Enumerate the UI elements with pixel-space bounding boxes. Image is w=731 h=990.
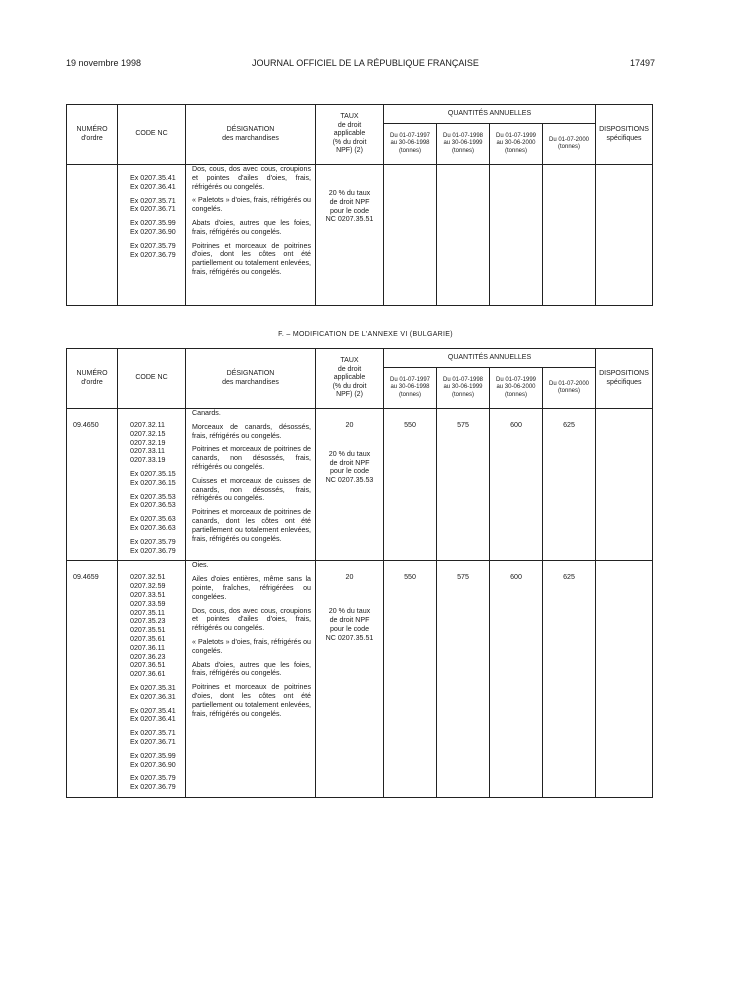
table-annex-vi-bulgaria [66, 348, 653, 798]
code-nc: Ex 0207.35.79 Ex 0207.36.79 [130, 537, 176, 555]
designation: Morceaux de canards, désossés, frais, réfrigérés ou congelés. [192, 422, 311, 440]
taux-value: 20 % du taux de droit NPF pour le code NC 0207.35.51 [325, 607, 374, 642]
col-header-designation: DÉSIGNATION des marchandises [186, 105, 316, 165]
designation: « Paletots » d'oies, frais, réfrigérés ou congelés. [192, 196, 311, 214]
empty-cell [596, 165, 653, 306]
quantity-q3: 600 [490, 561, 543, 798]
col-header-taux: TAUX de droit applicable (% du droit NPF) (2) [316, 105, 384, 165]
taux-cell [316, 409, 384, 561]
designation: Cuisses et morceaux de cuisses de canards, non désossés, frais, réfrigérés ou congelés. [192, 476, 311, 503]
code-cell [118, 165, 186, 306]
designation: Poitrines et morceaux de poitrines de canards, dont les côtes ont été partiellement ou totalement enlevées, frais, réfrigérés ou congelés. [192, 508, 311, 543]
empty-cell [490, 165, 543, 306]
col-header-q4: Du 01-07-2000 (tonnes) [543, 368, 596, 409]
numero-ordre: 09.4659 [67, 561, 118, 798]
header-date: 19 novembre 1998 [66, 58, 142, 68]
designation: Poitrines et morceaux de poitrines de canards, non désossés, frais, réfrigérés ou congelés. [192, 445, 311, 471]
taux-value: 20 [345, 573, 354, 582]
col-header-taux: TAUX de droit applicable (% du droit NPF) (2) [316, 349, 384, 409]
taux-cell [316, 561, 384, 798]
quantity-q4: 625 [543, 561, 596, 798]
col-header-code: CODE NC [118, 349, 186, 409]
designation: Poitrines et morceaux de poitrines d'oies, dont les côtes ont été partiellement ou totalement enlevées, frais, réfrigérés ou congelés. [192, 241, 311, 276]
col-header-quantites: QUANTITÉS ANNUELLES [384, 105, 596, 124]
quantity-q4: 625 [543, 409, 596, 561]
designation: Dos, cous, dos avec cous, croupions et pointes d'ailes d'oies, frais, réfrigérés ou congelés. [192, 606, 311, 633]
col-header-numero: NUMÉRO d'ordre [67, 105, 118, 165]
code-cell [118, 561, 186, 798]
code-nc: Ex 0207.35.63 Ex 0207.36.63 [130, 515, 176, 532]
empty-cell [384, 165, 437, 306]
quantity-q1: 550 [384, 561, 437, 798]
code-nc: 0207.32.11 0207.32.15 0207.32.19 0207.33.11 0207.33.19 [130, 421, 166, 465]
col-header-quantites: QUANTITÉS ANNUELLES [384, 349, 596, 368]
header-journal-title: JOURNAL OFFICIEL DE LA RÉPUBLIQUE FRANÇAISE [252, 58, 479, 68]
quantity-q2: 575 [437, 409, 490, 561]
designation-cell [186, 561, 316, 798]
code-nc: Ex 0207.35.31 Ex 0207.36.31 [130, 683, 176, 701]
code-nc: 0207.32.51 0207.32.59 0207.33.51 0207.33.59 0207.35.11 0207.35.23 0207.35.51 0207.35.61 0207.36.11 0207.36.23 0207.36.51 0207.36.61 [130, 573, 166, 679]
col-header-q1: Du 01-07-1997 au 30-06-1998 (tonnes) [384, 124, 437, 165]
designation: Canards. [192, 409, 221, 417]
dispositions-cell [596, 409, 653, 561]
empty-cell [543, 165, 596, 306]
col-header-q3: Du 01-07-1999 au 30-06-2000 (tonnes) [490, 124, 543, 165]
taux-cell [316, 165, 384, 306]
taux-value: 20 % du taux de droit NPF pour le code NC 0207.35.51 [325, 189, 374, 224]
code-nc: Ex 0207.35.53 Ex 0207.36.53 [130, 492, 176, 510]
designation: Ailes d'oies entières, même sans la pointe, fraîches, réfrigérées ou congelées. [192, 575, 311, 601]
col-header-q4: Du 01-07-2000 (tonnes) [543, 124, 596, 165]
designation: « Paletots » d'oies, frais, réfrigérés ou congelés. [192, 637, 311, 655]
taux-value: 20 % du taux de droit NPF pour le code NC 0207.35.53 [325, 449, 374, 485]
designation: Abats d'oies, autres que les foies, frais, réfrigérés ou congelés. [192, 218, 311, 236]
code-nc: Ex 0207.35.71 Ex 0207.36.71 [130, 196, 176, 214]
col-header-code: CODE NC [118, 105, 186, 165]
col-header-q1: Du 01-07-1997 au 30-06-1998 (tonnes) [384, 368, 437, 409]
quantity-q1: 550 [384, 409, 437, 561]
code-nc: Ex 0207.35.41 Ex 0207.36.41 [130, 706, 176, 724]
quantity-q2: 575 [437, 561, 490, 798]
code-nc: Ex 0207.35.15 Ex 0207.36.15 [130, 469, 176, 487]
designation: Oies. [192, 561, 209, 570]
dispositions-cell [596, 561, 653, 798]
designation: Dos, cous, dos avec cous, croupions et pointes d'ailes d'oies, frais, réfrigérés ou congelés. [192, 165, 311, 191]
table-row [67, 409, 653, 561]
designation-cell [186, 409, 316, 561]
table-row [67, 165, 653, 306]
header-page-number: 17497 [629, 58, 655, 68]
code-nc: Ex 0207.35.71 Ex 0207.36.71 [130, 729, 176, 746]
col-header-numero: NUMÉRO d'ordre [67, 349, 118, 409]
quantity-q3: 600 [490, 409, 543, 561]
designation-cell [186, 165, 316, 306]
code-cell [118, 409, 186, 561]
col-header-q2: Du 01-07-1998 au 30-06-1999 (tonnes) [437, 124, 490, 165]
col-header-dispositions: DISPOSITIONS spécifiques [596, 105, 653, 165]
code-nc: Ex 0207.35.41 Ex 0207.36.41 [130, 174, 176, 191]
numero-cell [67, 165, 118, 306]
code-nc: Ex 0207.35.79 Ex 0207.36.79 [130, 774, 176, 792]
table-annex-continuation [66, 104, 653, 306]
taux-value: 20 [345, 421, 354, 429]
code-nc: Ex 0207.35.99 Ex 0207.36.90 [130, 219, 176, 236]
code-nc: Ex 0207.35.79 Ex 0207.36.79 [130, 241, 176, 259]
col-header-q3: Du 01-07-1999 au 30-06-2000 (tonnes) [490, 368, 543, 409]
col-header-designation: DÉSIGNATION des marchandises [186, 349, 316, 409]
code-nc: Ex 0207.35.99 Ex 0207.36.90 [130, 751, 176, 769]
designation: Abats d'oies, autres que les foies, frais, réfrigérés ou congelés. [192, 660, 311, 678]
col-header-q2: Du 01-07-1998 au 30-06-1999 (tonnes) [437, 368, 490, 409]
numero-ordre: 09.4650 [67, 409, 118, 561]
designation: Poitrines et morceaux de poitrines d'oies, dont les côtes ont été partiellement ou totalement enlevées, frais, réfrigérés ou congelés. [192, 683, 311, 718]
table-row [67, 561, 653, 798]
section-title: F. – MODIFICATION DE L'ANNEXE VI (BULGARIE) [278, 331, 453, 338]
col-header-dispositions: DISPOSITIONS spécifiques [596, 349, 653, 409]
empty-cell [437, 165, 490, 306]
